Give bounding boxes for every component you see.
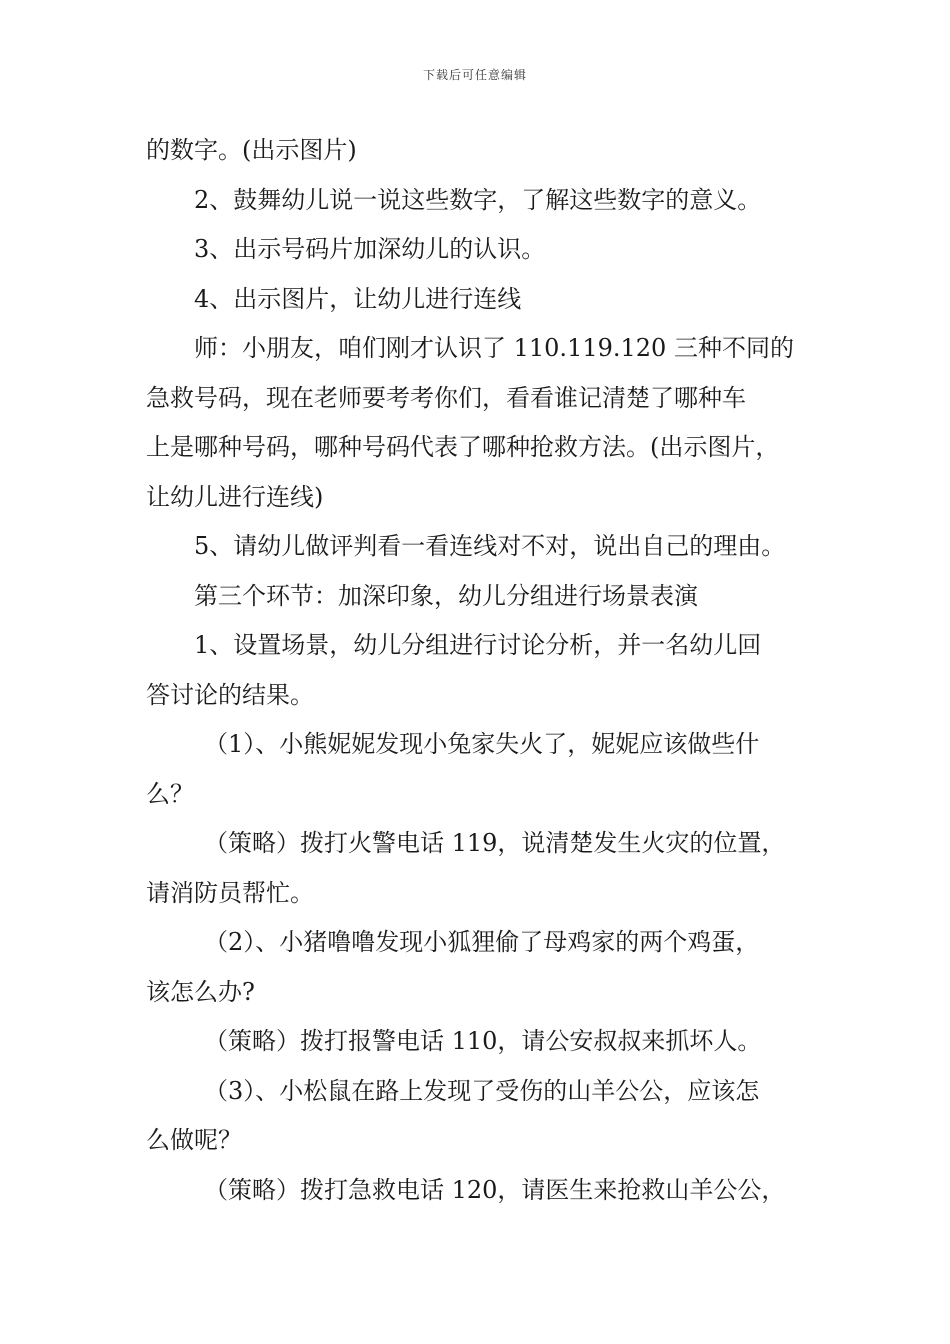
- paragraph-line: （2）、小猪噜噜发现小狐狸偷了母鸡家的两个鸡蛋，: [204, 928, 760, 956]
- paragraph-line: （策略）拨打火警电话 119，说清楚发生火灾的位置，: [204, 829, 786, 857]
- paragraph-line: 让幼儿进行连线): [146, 482, 324, 511]
- paragraph-line: （策略）拨打急救电话 120，请医生来抢救山羊公公，: [204, 1175, 786, 1204]
- paragraph-line: 1、设置场景，幼儿分组进行讨论分析，并一名幼儿回: [194, 631, 762, 659]
- paragraph-line: 3、出示号码片加深幼儿的认识。: [194, 235, 546, 263]
- paragraph-line: 么？: [146, 779, 194, 808]
- paragraph-line: 上是哪种号码，哪种号码代表了哪种抢救方法。(出示图片，: [146, 433, 780, 461]
- paragraph-line: 急救号码，现在老师要考考你们，看看谁记清楚了哪种车: [146, 383, 746, 412]
- document-body: [146, 126, 836, 1215]
- page-header: 下载后可任意编辑: [422, 68, 527, 82]
- paragraph-line: 师：小朋友，咱们刚才认识了 110.119.120 三种不同的: [194, 334, 794, 362]
- paragraph-line: 请消防员帮忙。: [146, 878, 314, 907]
- paragraph-line: 么做呢？: [146, 1126, 242, 1154]
- paragraph-line: 的数字。(出示图片): [146, 136, 357, 164]
- paragraph-line: 5、请幼儿做评判看一看连线对不对，说出自己的理由。: [194, 532, 786, 560]
- paragraph-line: （3）、小松鼠在路上发现了受伤的山羊公公，应该怎: [204, 1076, 760, 1105]
- paragraph-line: 4、出示图片，让幼儿进行连线: [194, 284, 522, 313]
- paragraph-line: 该怎么办?: [146, 977, 255, 1006]
- paragraph-line: 第三个环节：加深印象，幼儿分组进行场景表演: [194, 581, 698, 610]
- paragraph-line: （策略）拨打报警电话 110，请公安叔叔来抓坏人。: [204, 1027, 762, 1055]
- paragraph-line: 答讨论的结果。: [146, 680, 314, 709]
- paragraph-line: 2、鼓舞幼儿说一说这些数字，了解这些数字的意义。: [194, 185, 762, 214]
- paragraph-line: （1）、小熊妮妮发现小兔家失火了，妮妮应该做些什: [204, 730, 760, 758]
